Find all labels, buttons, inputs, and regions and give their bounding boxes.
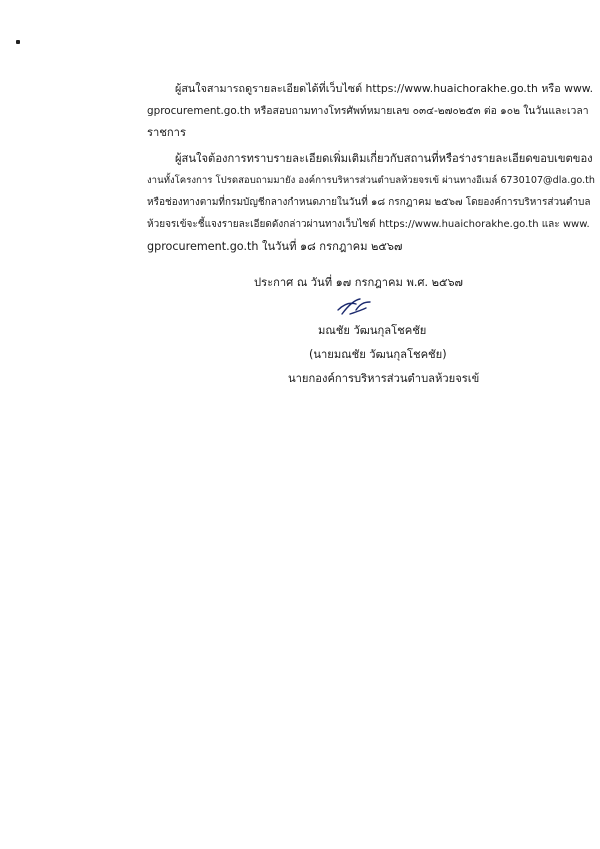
paragraph-1-line-2: gprocurement.go.th หรือสอบถามทางโทรศัพท์หมายเลข ๐๓๔-๒๗๐๒๕๓ ต่อ ๑๐๒ ในวันและเวลา — [147, 105, 589, 117]
announcement-date: ประกาศ ณ วันที่ ๑๗ กรกฎาคม พ.ศ. ๒๕๖๗ — [254, 276, 463, 289]
signatory-position: นายกองค์การบริหารส่วนตำบลห้วยจรเข้ — [288, 372, 480, 385]
paragraph-1-line-1: ผู้สนใจสามารถดูรายละเอียดได้ที่เว็บไซต์ https://www.huaichorakhe.go.th หรือ www. — [175, 82, 594, 95]
signatory-name: มณชัย วัฒนกุลโชคชัย — [318, 324, 427, 337]
paragraph-2-line-5: gprocurement.go.th ในวันที่ ๑๘ กรกฎาคม ๒๕๖๗ — [147, 240, 403, 253]
signatory-name-parenthetical: (นายมณชัย วัฒนกุลโชคชัย) — [309, 348, 447, 361]
paragraph-2-line-1: ผู้สนใจต้องการทราบรายละเอียดเพิ่มเติมเกี่ยวกับสถานที่หรือร่างรายละเอียดขอบเขตของ — [175, 152, 593, 165]
paragraph-1-line-3: ราชการ — [147, 126, 186, 139]
paragraph-2-line-4: ห้วยจรเข้จะชี้แจงรายละเอียดดังกล่าวผ่านทางเว็บไซต์ https://www.huaichorakhe.go.th และ www. — [147, 219, 590, 230]
paragraph-2-line-3: หรือช่องทางตามที่กรมบัญชีกลางกำหนดภายในวันที่ ๑๘ กรกฎาคม ๒๕๖๗ โดยองค์การบริหารส่วนตำบล — [147, 197, 591, 208]
handwritten-signature — [336, 296, 372, 318]
scan-mark — [16, 40, 20, 44]
paragraph-2-line-2: งานทั้งโครงการ โปรดสอบถามมายัง องค์การบริหารส่วนตำบลห้วยจรเข้ ผ่านทางอีเมล์ 6730107@dla.go.th — [147, 175, 596, 186]
